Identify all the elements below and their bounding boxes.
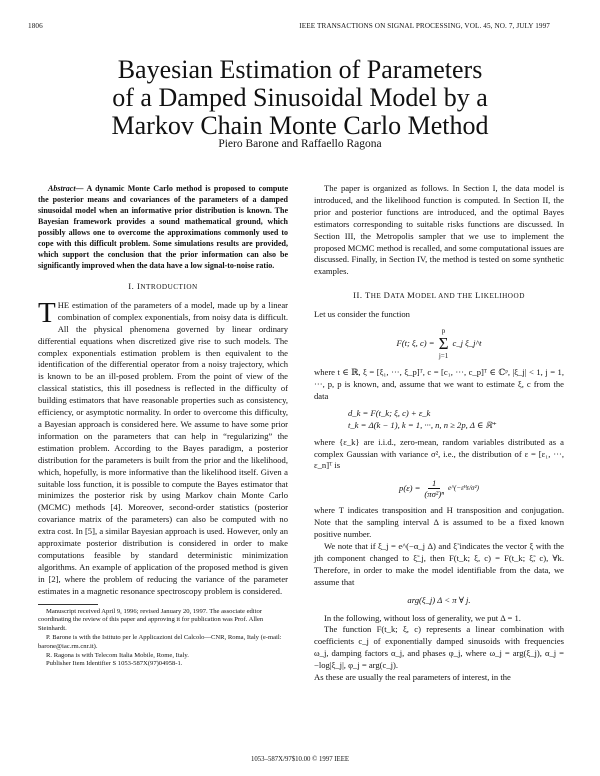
equation-1-lhs: F(t; ξ, c) = — [396, 338, 435, 349]
equation-3 — [314, 478, 564, 499]
fraction-numerator: 1 — [428, 478, 440, 489]
normalization-note: In the following, without loss of generality, we put Δ = 1. — [324, 612, 521, 623]
intro-paragraph — [38, 296, 288, 598]
equation-2-line-b: t_k = Δ(k − 1), k = 1, ···, n, n ≥ 2p, Δ ∈ ℝ⁺ — [348, 419, 497, 430]
where-paragraph-2: where {ε_k} are i.i.d., zero-mean, random variables distributed as a complex Gaussian with variance σ², i.e., the distribution of ε = [ε₁, ···, ε_n]ᵀ is — [314, 436, 564, 471]
section-2-rest-1: HE — [370, 292, 384, 301]
footnote-publisher: Publisher Item Identifier S 1053-587X(97)04958-1. — [46, 660, 183, 668]
sum-lower-limit: j=1 — [438, 352, 449, 361]
equation-1-term: c_j ξ_j^t — [452, 338, 482, 349]
footnote-ragona: R. Ragona is with Telecom Italia Mobile, Rome, Italy. — [46, 651, 189, 659]
footnote-rule — [38, 604, 98, 605]
where-paragraph-3: where T indicates transposition and H transposition and conjugation. Note that the sampling interval Δ is assumed to be a fixed known positive number. — [314, 505, 564, 540]
function-description: The function F(t_k; ξ, c) represents a linear combination with coefficients c_j of exponentially damped sinusoids with frequencies ω_j, damping factors α_j, and phases φ_j, where ω_j = arg(ξ_j), α_j = −log|ξ_j|, φ_j = arg(c_j). — [314, 624, 564, 671]
section-2-numeral: II. — [353, 290, 363, 301]
equation-4: arg(ξ_j) Δ < π ∀ j. — [407, 594, 471, 605]
section-1-heading — [38, 281, 288, 294]
real-parameters-line: As these are usually the real parameters of interest, in the — [314, 672, 511, 683]
equation-3-lhs: p(ε) = — [399, 482, 421, 493]
organization-paragraph: The paper is organized as follows. In Section I, the data model is introduced, and the likelihood function is computed. In Section II, the prior and posterior functions are introduced, and the optimal Bayes estimators corresponding to suitable risks functions are discussed. In Section III, the Metropolis sampler that we use to implement the proposed MCMC method is recalled, and some computational issues are discussed. Finally, in Section IV, the method is tested on some synthetic examples. — [314, 183, 564, 277]
where-paragraph-1: where t ∈ ℝ, ξ = [ξ₁, ···, ξ_p]ᵀ, c = [c₁, ···, c_p]ᵀ ∈ ℂᵖ, |ξ_j| < 1, j = 1, ···, p, p is known, and, assume that we want to estimate ξ, c from the data — [314, 367, 564, 401]
section-2-rest-4: IKELIHOOD — [480, 292, 525, 301]
abstract-label: Abstract— — [48, 184, 84, 193]
sum-icon: Σ — [438, 334, 449, 354]
intro-text: HE estimation of the parameters of a model, made up by a linear combination of complex exponentials, from noisy data is difficult. All the physical phenomena governed by linear ordinary differential equations when discretized give rise to such models. The complex exponentials estimation problem is then equivalent to the identification of the differential operator from a noisy trajectory, which is known to be an ill-posed problem. From the point of view of the classical statistics, this ill posedness is reflected in the difficulty of building estimators that have reasonable properties such as consistency, efficiency, or asymptotic normality. In order to overcome this difficulty, a Bayesian approach is considered here. We assume to have some prior information on the parameters that can help in “regularizing” the estimation problem. According to the Bayes paradigm, a posterior distribution for the parameters is built from the prior and the likelihood, which, hopefully, is more informative than the likelihood itself. Given a suitable loss function, it is possible to compute the Bayes estimator that minimizes the posterior risk by using Markov chain Monte Carlo (MCMC) methods [4]. Moreover, second-order statistics (posterior covariance matrix of the parameters) can also be computed with no extra cost. In [5], a similar Bayesian approach is used. However, only an approximate posterior distribution is considered in order to make computations feasible by standard deterministic minimization algorithms. An example of application of the proposed method is given in [2], where the problem of reducing the variance of the parameter estimates in a magnetic resonance spectroscopy problem is considered. — [38, 299, 288, 596]
equation-2-line-a: d_k = F(t_k; ξ, c) + ε_k — [348, 407, 431, 418]
page-number: 1806 — [28, 22, 43, 30]
fraction — [424, 478, 444, 499]
section-2-rest-3: ODEL AND THE — [415, 292, 476, 301]
left-column — [38, 183, 288, 669]
journal-header: IEEE TRANSACTIONS ON SIGNAL PROCESSING, VOL. 45, NO. 7, JULY 1997 — [299, 22, 550, 30]
equation-3-exponential: e^(−εᴴε/σ²) — [447, 483, 479, 492]
abstract — [38, 183, 288, 271]
drop-cap: T — [38, 296, 56, 329]
section-2-cap-3: M — [407, 290, 416, 301]
section-2-cap-4: L — [475, 290, 481, 301]
fraction-denominator: (πσ²)ⁿ — [424, 489, 444, 500]
paper-title-line-1: Bayesian Estimation of Parameters — [117, 55, 483, 84]
section-2-cap-2: D — [383, 290, 391, 301]
model-lead: Let us consider the function — [314, 309, 410, 320]
authors: Piero Barone and Raffaello Ragona — [218, 138, 382, 150]
section-1-rest: NTRODUCTION — [140, 283, 198, 291]
copyright-line: 1053–587X/97$10.00 © 1997 IEEE — [250, 756, 350, 763]
footnote-barone: P. Barone is with the Istituto per le Applicazioni del Calcolo—CNR, Roma, Italy (e-mail: barone@iac.rm.cnr.it). — [38, 633, 282, 650]
equation-2 — [314, 408, 564, 432]
section-1-numeral: I. — [128, 281, 135, 291]
paper-title-line-2: of a Damped Sinusoidal Model by a — [112, 83, 488, 112]
right-column — [314, 183, 564, 684]
identifiability-note: We note that if ξ_j = e^(−α_j Δ) and ξ̃ indicates the vector ξ with the jth component changed to ξ̃_j, then F(t_k; ξ, c) = F(t_k; ξ̃, c), ∀k. Therefore, in order to make the model identifiable from the data, we assume that — [314, 541, 564, 587]
footnote-received: Manuscript received April 9, 1996; revised January 20, 1997. The associate editor coordinating the review of this paper and approving it for publication was Prof. Allen Steinhardt. — [38, 607, 264, 633]
section-1-cap: I — [136, 281, 141, 291]
section-2-heading — [314, 290, 564, 303]
section-2-rest-2: ATA — [390, 292, 408, 301]
paper-title-line-3: Markov Chain Monte Carlo Method — [111, 111, 489, 140]
sum-upper-limit: p — [441, 327, 446, 336]
abstract-text: A dynamic Monte Carlo method is proposed to compute the posterior means and covariances of the parameters of a damped sinusoidal model when an informative prior distribution is known. The Bayesian framework provides a sound mathematical ground, which possibly allows one to overcome the approximations commonly used to cope with this difficult problem. Some simulations results are provided, which support the conclusion that the prior information can also be significantly improved when the data have a low signal-to-noise ratio. — [38, 184, 288, 270]
section-2-cap-1: T — [364, 290, 371, 301]
equation-1 — [314, 327, 564, 361]
sum-symbol-group — [439, 327, 449, 361]
